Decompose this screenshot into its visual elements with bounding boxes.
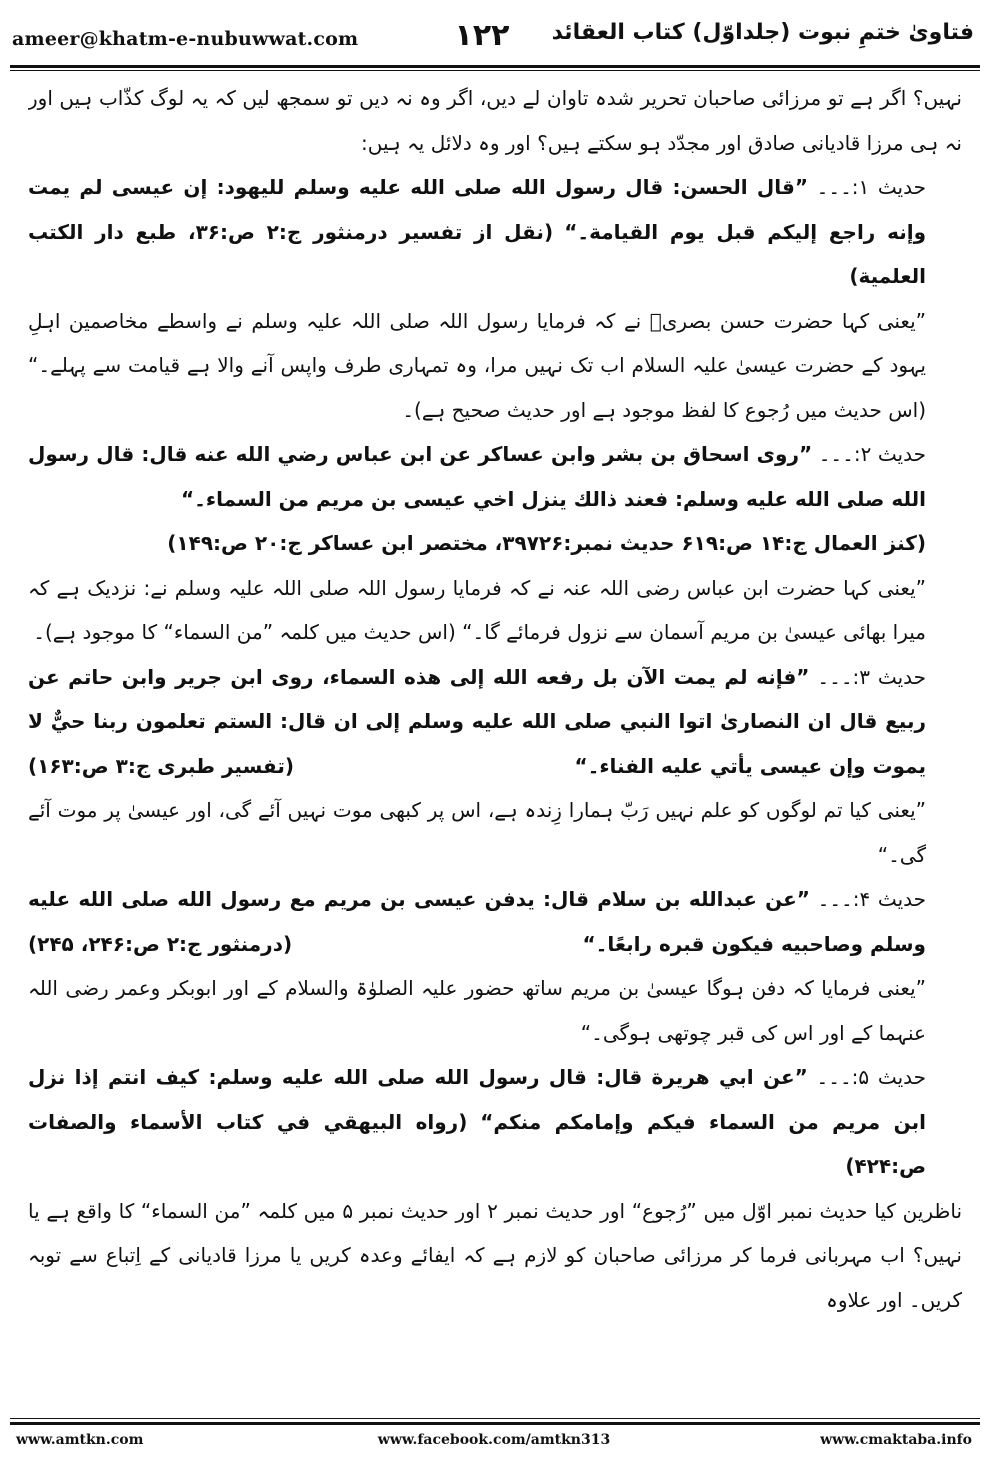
intro-paragraph: نہیں؟ اگر ہے تو مرزائی صاحبان تحریر شدہ تاوان لے دیں، اگر وہ نہ دیں تو سمجھ لیں کہ یہ لوگ کذّاب ہیں اور نہ ہی مرزا قادیانی صادق اور مجدّد ہو سکتے ہیں؟ اور وہ دلائل یہ ہیں: bbox=[28, 86, 962, 155]
hadith-4-reference: (درمنثور ج:۲ ص:۲۴۶، ۲۴۵) bbox=[28, 931, 293, 956]
hadith-5-label: حدیث ۵:۔۔۔ bbox=[816, 1065, 926, 1089]
hadith-4 bbox=[28, 877, 962, 966]
hadith-1 bbox=[28, 165, 962, 299]
hadith-3 bbox=[28, 655, 962, 789]
hadith-5 bbox=[28, 1055, 962, 1189]
closing-paragraph: ناظرین کیا حدیث نمبر اوّل میں ”رُجوع“ اور حدیث نمبر ۲ اور حدیث نمبر ۵ میں کلمہ ”من السماء“ کا واقع ہے یا نہیں؟ اب مہربانی فرما کر مرزائی صاحبان کو لازم ہے کہ ایفائے وعدہ کریں یا مرزا قادیانی کے اِتباع سے توبہ کریں۔ اور علاوہ bbox=[28, 1198, 962, 1312]
hadith-2-label: حدیث ۲:۔۔۔ bbox=[818, 442, 926, 466]
hadith-2-translation: ”یعنی کہا حضرت ابن عباس رضی اللہ عنہ نے کہ فرمایا رسول اللہ صلی اللہ علیہ وسلم نے: نزدیک ہے کہ میرا بھائی عیسیٰ بن مریم آسمان سے نزول فرمائے گا۔“ (اس حدیث میں کلمہ ”من السماء“ کا موجود ہے)۔ bbox=[28, 575, 926, 644]
hadith-4-translation: ”یعنی فرمایا کہ دفن ہوگا عیسیٰ بن مریم ساتھ حضور علیہ الصلوٰۃ والسلام کے اور ابوبکر وعمر رضی اللہ عنہما کے اور اس کی قبر چوتھی ہوگی۔“ bbox=[28, 976, 926, 1045]
hadith-2 bbox=[28, 432, 962, 521]
hadith-3-translation: ”یعنی کیا تم لوگوں کو علم نہیں رَبّ ہمارا زِندہ ہے، اس پر کبھی موت نہیں آئے گی، اور عیسیٰ پر موت آئے گی۔“ bbox=[28, 798, 926, 867]
hadith-1-arabic: ”قال الحسن: قال رسول الله صلى الله عليه وسلم لليهود: إن عيسى لم يمت وإنه راجع إليكم قبل يوم القيامة۔“ bbox=[28, 175, 927, 244]
book-title: فتاویٰ ختمِ نبوت (جلداوّل) کتاب العقائد bbox=[551, 20, 974, 45]
footer-rule-thick bbox=[10, 1422, 980, 1425]
header-rule-thick bbox=[10, 65, 980, 68]
footer-link-facebook[interactable]: www.facebook.com/amtkn313 bbox=[377, 1432, 611, 1448]
hadith-3-arabic: ”فإنه لم يمت الآن بل رفعه الله إلى هذه السماء، روى ابن جرير وابن حاتم عن ربيع قال ان النصارىٰ اتوا النبي صلى الله عليه وسلم إلى ان قال: الستم تعلمون ربنا حيٌّ لا يموت وإن عيسى يأتي عليه الفناء۔“ bbox=[28, 664, 926, 778]
footer-link-amtkn[interactable]: www.amtkn.com bbox=[16, 1432, 144, 1448]
header-email[interactable]: ameer@khatm-e-nubuwwat.com bbox=[12, 28, 359, 50]
hadith-3-label: حدیث ۳:۔۔۔ bbox=[817, 664, 927, 689]
hadith-4-label: حدیث ۴:۔۔۔ bbox=[817, 887, 926, 911]
page-header bbox=[12, 14, 974, 62]
hadith-3-reference: (تفسیر طبری ج:۳ ص:۱۶۳) bbox=[28, 753, 294, 778]
hadith-5-arabic: ”عن ابي هريرة قال: قال رسول الله صلى الله عليه وسلم: كيف انتم إذا نزل ابن مريم من السماء فيكم وإمامكم منكم“ bbox=[28, 1065, 927, 1134]
hadith-2-reference: (کنز العمال ج:۱۴ ص:۶۱۹ حدیث نمبر:۳۹۷۲۶، مختصر ابن عساکر ج:۲۰ ص:۱۴۹) bbox=[167, 531, 926, 555]
page-footer bbox=[16, 1432, 972, 1454]
hadith-2-arabic: ”روى اسحاق بن بشر وابن عساكر عن ابن عباس رضي الله عنه قال: قال رسول الله صلى الله عليه وسلم: فعند ذالك ينزل اخي عيسى بن مريم من السماء۔“ bbox=[28, 442, 926, 511]
hadith-5-reference: (رواه البيهقي في كتاب الأسماء والصفات ص:۴۲۴) bbox=[28, 1109, 926, 1178]
footer-link-cmaktaba[interactable]: www.cmaktaba.info bbox=[820, 1432, 972, 1448]
hadith-4-arabic: ”عن عبدالله بن سلام قال: يدفن عيسى بن مريم مع رسول الله صلى الله عليه وسلم وصاحبيه فيكون قبره رابعًا۔“ bbox=[28, 887, 926, 956]
page-body bbox=[28, 76, 962, 1412]
hadith-1-reference: (نقل از تفسیر درمنثور ج:۲ ص:۳۶، طبع دار الکتب العلمیة) bbox=[28, 219, 926, 288]
page-number: ۱۲۲ bbox=[454, 18, 510, 53]
footer-rule-thin bbox=[10, 1418, 980, 1419]
hadith-1-translation: ”یعنی کہا حضرت حسن بصریؒ نے کہ فرمایا رسول اللہ صلی اللہ علیہ وسلم نے واسطے مخاصمین اہلِ یہود کے حضرت عیسیٰ علیہ السلام اب تک نہیں مرا، وہ تمہاری طرف واپس آنے والا ہے قیامت سے پہلے۔“ (اس حدیث میں رُجوع کا لفظ موجود ہے اور حدیث صحیح ہے)۔ bbox=[28, 308, 926, 422]
header-rule-thin bbox=[10, 70, 980, 71]
hadith-1-label: حدیث ۱:۔۔۔ bbox=[816, 175, 926, 199]
